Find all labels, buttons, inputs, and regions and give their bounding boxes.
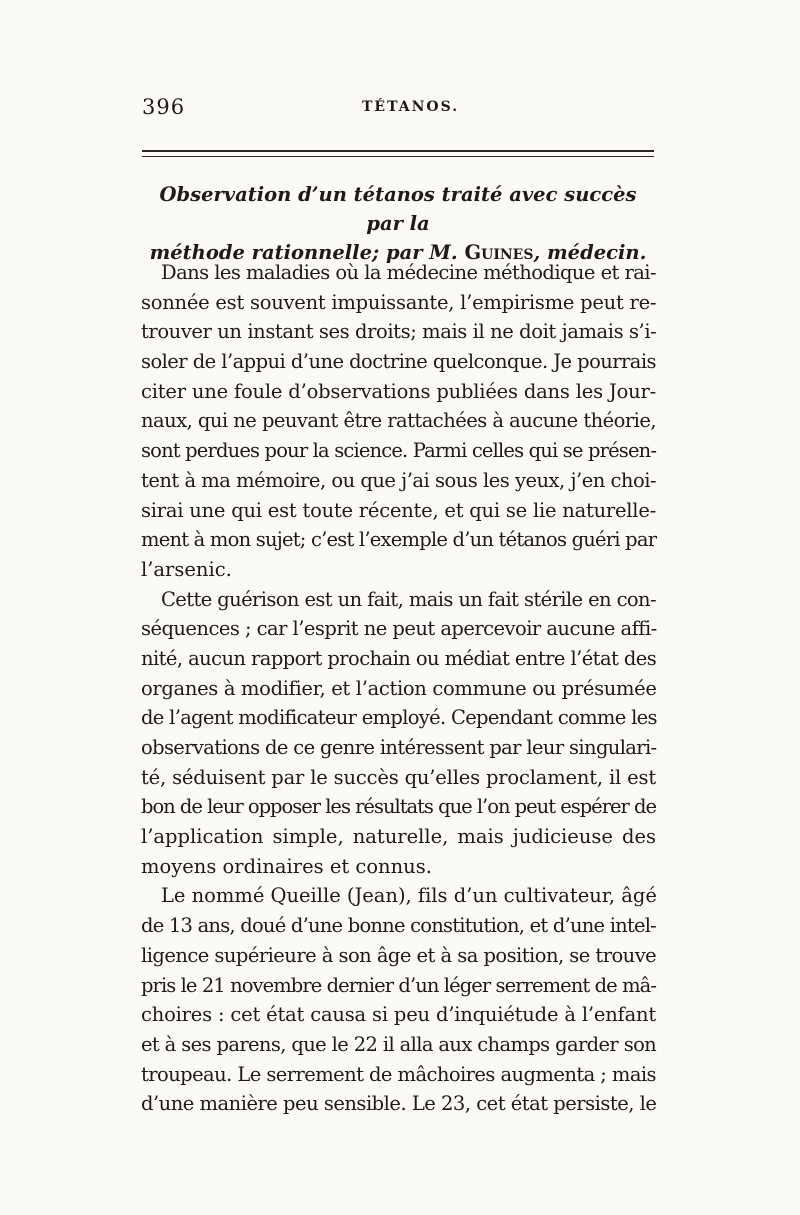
paragraph — [141, 881, 656, 1119]
running-head — [142, 95, 658, 125]
text-line: Cette guérison est un fait, mais un fait stérile en con- — [161, 587, 656, 611]
article-heading — [142, 180, 654, 267]
text-line: de l’agent modificateur employé. Cependant comme les — [141, 706, 657, 730]
page-number: 396 — [142, 95, 186, 119]
text-line: d’une manière peu sensible. Le 23, cet état persiste, le — [141, 1092, 657, 1116]
text-line: sonnée est souvent impuissante, l’empirisme peut re- — [141, 290, 657, 314]
text-line: soler de l’appui d’une doctrine quelconque. Je pourrais — [141, 350, 656, 374]
text-line: naux, qui ne peuvant être rattachées à aucune théorie, — [141, 409, 656, 433]
text-line: moyens ordinaires et connus. — [141, 854, 432, 878]
text-line: Le nommé Queille (Jean), fils d’un cultivateur, âgé — [161, 884, 657, 908]
text-line: l’arsenic. — [141, 557, 232, 581]
heading-line-1: Observation d’un tétanos traité avec succès par la — [159, 183, 637, 235]
heading-line-2-prefix: méthode rationnelle; par M. — [149, 241, 465, 264]
heading-author: Guines — [464, 241, 534, 264]
text-line: té, séduisent par le succès qu’elles proclament, il est — [141, 765, 656, 789]
text-line: ment à mon sujet; c’est l’exemple d’un tétanos guéri par — [141, 528, 657, 552]
text-line: tent à ma mémoire, ou que j’ai sous les yeux, j’en choi- — [141, 468, 657, 492]
paragraph — [141, 258, 656, 585]
text-line: sont perdues pour la science. Parmi celles qui se présen- — [141, 439, 657, 463]
heading-line-2-suffix: , médecin. — [533, 241, 647, 264]
paragraph — [141, 585, 656, 882]
header-rule — [142, 150, 654, 152]
text-line: trouver un instant ses droits; mais il ne doit jamais s’i- — [141, 320, 657, 344]
text-line: troupeau. Le serrement de mâchoires augmenta ; mais — [141, 1062, 656, 1086]
running-title: TÉTANOS. — [362, 99, 460, 115]
text-line: citer une foule d’observations publiées dans les Jour- — [141, 379, 656, 403]
text-line: Dans les maladies où la médecine méthodique et rai- — [161, 261, 656, 284]
text-line: sirai une qui est toute récente, et qui se lie naturelle- — [141, 498, 656, 522]
text-line: nité, aucun rapport prochain ou médiat entre l’état des — [141, 646, 657, 670]
body-text — [141, 258, 656, 1119]
text-line: séquences ; car l’esprit ne peut apercevoir aucune affi- — [141, 617, 657, 641]
text-line: observations de ce genre intéressent par leur singulari- — [141, 736, 657, 759]
header-rule-thin — [142, 156, 654, 157]
text-line: de 13 ans, doué d’une bonne constitution, et d’une intel- — [141, 914, 656, 938]
text-line: l’application simple, naturelle, mais judicieuse des — [141, 825, 656, 849]
text-line: organes à modifier, et l’action commune ou présumée — [141, 676, 657, 700]
text-line: et à ses parens, que le 22 il alla aux champs garder son — [141, 1032, 657, 1056]
text-line: pris le 21 novembre dernier d’un léger serrement de mâ- — [141, 973, 656, 997]
text-line: choires : cet état causa si peu d’inquiétude à l’enfant — [141, 1003, 656, 1027]
text-line: bon de leur opposer les résultats que l’on peut espérer de — [141, 795, 656, 819]
text-line: ligence supérieure à son âge et à sa position, se trouve — [141, 943, 657, 967]
